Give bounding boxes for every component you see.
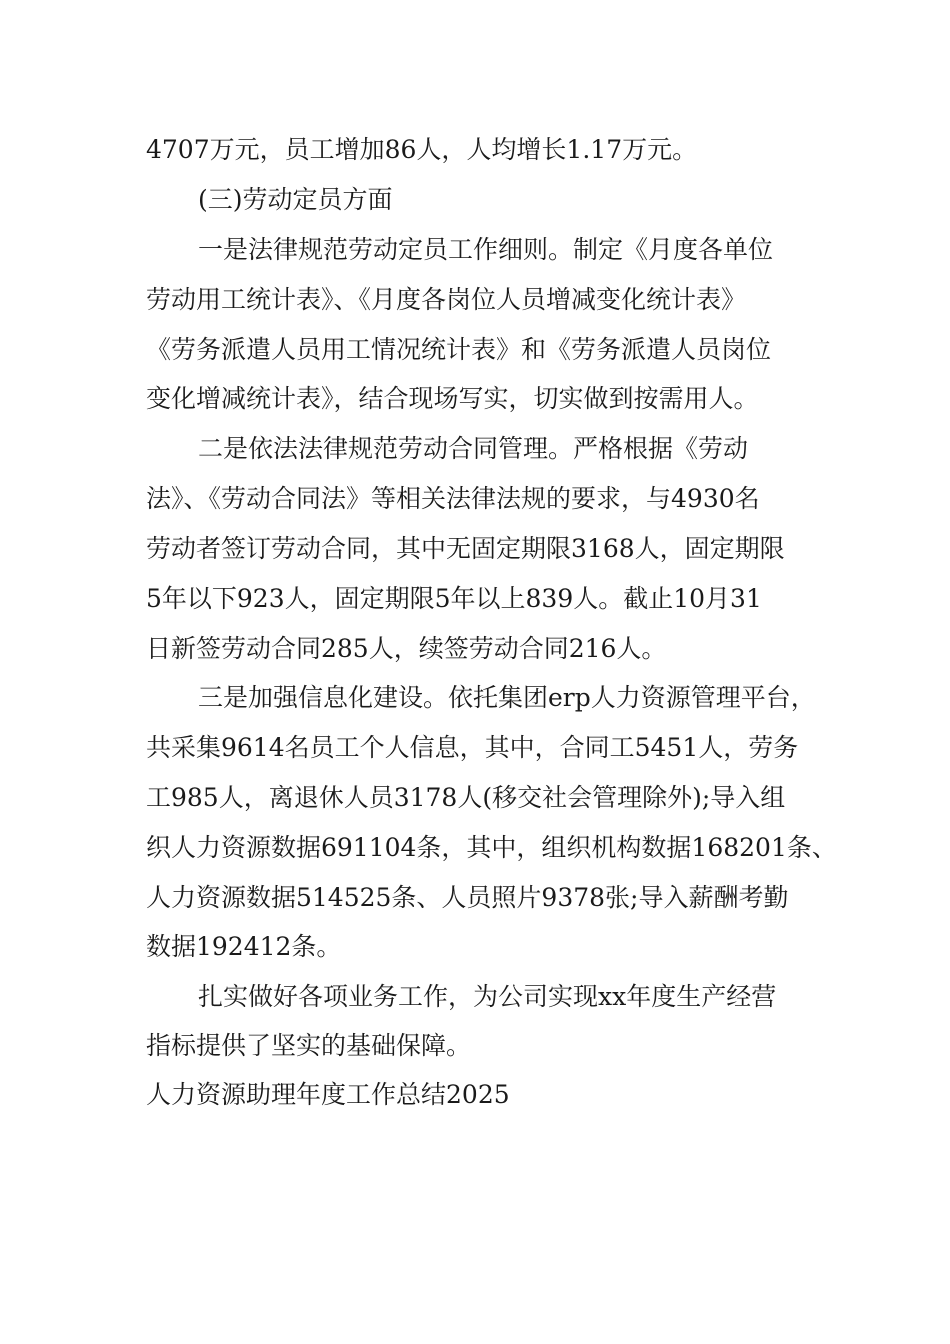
text-line: 织人力资源数据691104条，其中，组织机构数据168201条、 [146, 833, 837, 862]
text-line: 5年以下923人，固定期限5年以上839人。截止10月31 [146, 584, 762, 613]
section-heading: (三)劳动定员方面 [198, 185, 393, 214]
text-line: 4707万元，员工增加86人，人均增长1.17万元。 [146, 135, 698, 164]
text-line: 指标提供了坚实的基础保障。 [146, 1031, 472, 1060]
text-line: 《劳务派遣人员用工情况统计表》和《劳务派遣人员岗位 [146, 335, 772, 364]
text-line: 数据192412条。 [146, 932, 342, 961]
text-line: 人力资源数据514525条、人员照片9378张;导入薪酬考勤 [146, 883, 789, 912]
text-line: 劳动者签订劳动合同，其中无固定期限3168人，固定期限 [146, 534, 785, 563]
text-line: 工985人，离退休人员3178人(移交社会管理除外);导入组 [146, 783, 786, 812]
text-line: 一是法律规范劳动定员工作细则。制定《月度各单位 [198, 235, 774, 264]
text-line: 劳动用工统计表》、《月度各岗位人员增减变化统计表》 [146, 285, 747, 314]
text-line: 共采集9614名员工个人信息，其中，合同工5451人，劳务 [146, 733, 799, 762]
text-line: 二是依法法律规范劳动合同管理。严格根据《劳动 [198, 434, 749, 463]
document-title: 人力资源助理年度工作总结2025 [146, 1080, 510, 1109]
text-line: 法》、《劳动合同法》等相关法律法规的要求，与4930名 [146, 484, 760, 513]
text-line: 变化增减统计表》，结合现场写实，切实做到按需用人。 [146, 384, 759, 413]
text-line: 三是加强信息化建设。依托集团erp人力资源管理平台， [198, 683, 816, 712]
text-line: 日新签劳动合同285人，续签劳动合同216人。 [146, 634, 667, 663]
text-line: 扎实做好各项业务工作，为公司实现xx年度生产经营 [198, 982, 777, 1011]
